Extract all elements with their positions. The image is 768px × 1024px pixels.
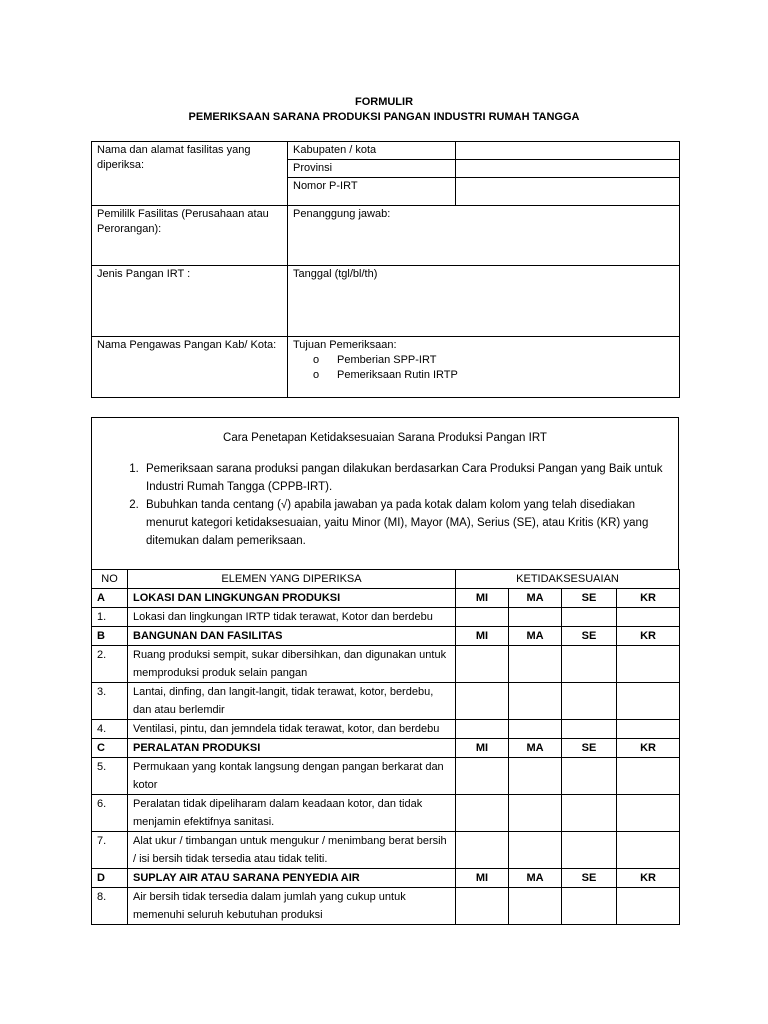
mi-checkbox[interactable] [456,832,509,869]
section-no: B [92,627,128,646]
kr-checkbox[interactable] [617,608,680,627]
ma-checkbox[interactable] [509,832,562,869]
inspection-table [91,569,680,925]
se-header: SE [562,627,617,646]
row-element: Air bersih tidak tersedia dalam jumlah yang cukup untuk memenuhi seluruh kebutuhan produksi [128,888,456,925]
row-element: Peralatan tidak dipeliharam dalam keadaan kotor, dan tidak menjamin efektifnya sanitasi. [128,795,456,832]
ma-checkbox[interactable] [509,888,562,925]
tujuan-option-label: Pemeriksaan Rutin IRTP [337,369,458,381]
kr-header: KR [617,869,680,888]
table-row [92,832,680,869]
section-row-d [92,869,680,888]
section-title: LOKASI DAN LINGKUNGAN PRODUKSI [128,589,456,608]
kr-checkbox[interactable] [617,683,680,720]
table-row [92,758,680,795]
mi-header: MI [456,589,509,608]
ma-checkbox[interactable] [509,646,562,683]
ma-checkbox[interactable] [509,608,562,627]
mi-header: MI [456,627,509,646]
kabupaten-field[interactable] [456,142,680,160]
se-header: SE [562,739,617,758]
section-no: A [92,589,128,608]
se-checkbox[interactable] [562,720,617,739]
se-header: SE [562,869,617,888]
kr-header: KR [617,627,680,646]
row-no: 1. [92,608,128,627]
col-no-header: NO [92,570,128,589]
instruction-item: 1. Pemeriksaan sarana produksi pangan dilakukan berdasarkan Cara Produksi Pangan yang Baik untuk Industri Rumah Tangga (CPPB-IRT). [142,460,672,496]
table-row [92,795,680,832]
ma-checkbox[interactable] [509,795,562,832]
form-title: FORMULIR [354,96,414,108]
mi-header: MI [456,869,509,888]
table-row [92,608,680,627]
se-checkbox[interactable] [562,888,617,925]
section-row-a [92,589,680,608]
section-title: PERALATAN PRODUKSI [128,739,456,758]
row-no: 8. [92,888,128,925]
ma-checkbox[interactable] [509,720,562,739]
table-row [92,888,680,925]
kr-checkbox[interactable] [617,795,680,832]
table-row [92,646,680,683]
row-no: 7. [92,832,128,869]
se-checkbox[interactable] [562,832,617,869]
tujuan-option-spp[interactable] [293,353,674,368]
tujuan-cell [288,337,680,398]
mi-checkbox[interactable] [456,758,509,795]
tanggal-field[interactable]: Tanggal (tgl/bl/th) [288,266,680,337]
section-no: D [92,869,128,888]
mi-checkbox[interactable] [456,720,509,739]
mi-checkbox[interactable] [456,795,509,832]
nomor-label: Nomor P-IRT [288,178,456,206]
table-row [92,720,680,739]
kr-checkbox[interactable] [617,758,680,795]
section-title: BANGUNAN DAN FASILITAS [128,627,456,646]
penanggung-field[interactable]: Penanggung jawab: [288,206,680,266]
kr-checkbox[interactable] [617,888,680,925]
se-checkbox[interactable] [562,758,617,795]
provinsi-label: Provinsi [288,160,456,178]
cara-heading: Cara Penetapan Ketidaksesuaian Sarana Produksi Pangan IRT [223,432,547,444]
ma-header: MA [509,589,562,608]
col-elemen-header: ELEMEN YANG DIPERIKSA [128,570,456,589]
se-checkbox[interactable] [562,683,617,720]
ma-checkbox[interactable] [509,683,562,720]
row-no: 2. [92,646,128,683]
kr-checkbox[interactable] [617,832,680,869]
facility-info-table [91,141,680,398]
row-element: Ruang produksi sempit, sukar dibersihkan, dan digunakan untuk memproduksi produk selain pangan [128,646,456,683]
section-row-c [92,739,680,758]
instruction-item: 2. Bubuhkan tanda centang (√) apabila jawaban ya pada kotak dalam kolom yang telah disediakan menurut kategori ketidaksesuaian, yaitu Minor (MI), Mayor (MA), Serius (SE), atau Kritis (KR) yang ditemukan dalam pemeriksaan. [142,496,672,550]
ma-checkbox[interactable] [509,758,562,795]
kr-checkbox[interactable] [617,646,680,683]
se-checkbox[interactable] [562,646,617,683]
section-no: C [92,739,128,758]
row-element: Lantai, dinfing, dan langit-langit, tidak terawat, kotor, berdebu, dan atau berlemdir [128,683,456,720]
nama-label: Nama dan alamat fasilitas yang diperiksa: [92,142,288,206]
section-title: SUPLAY AIR ATAU SARANA PENYEDIA AIR [128,869,456,888]
mi-header: MI [456,739,509,758]
se-checkbox[interactable] [562,795,617,832]
kr-header: KR [617,589,680,608]
se-checkbox[interactable] [562,608,617,627]
row-element: Permukaan yang kontak langsung dengan pangan berkarat dan kotor [128,758,456,795]
tujuan-option-rutin[interactable] [293,368,674,383]
mi-checkbox[interactable] [456,646,509,683]
pengawas-label: Nama Pengawas Pangan Kab/ Kota: [92,337,288,398]
row-element: Lokasi dan lingkungan IRTP tidak terawat, Kotor dan berdebu [128,608,456,627]
mi-checkbox[interactable] [456,683,509,720]
kr-checkbox[interactable] [617,720,680,739]
table-row [92,683,680,720]
ma-header: MA [509,869,562,888]
mi-checkbox[interactable] [456,608,509,627]
mi-checkbox[interactable] [456,888,509,925]
ma-header: MA [509,627,562,646]
jenis-label: Jenis Pangan IRT : [92,266,288,337]
provinsi-field[interactable] [456,160,680,178]
cara-penetapan-box [91,417,679,570]
kr-header: KR [617,739,680,758]
form-subtitle: PEMERIKSAAN SARANA PRODUKSI PANGAN INDUSTRI RUMAH TANGGA [188,111,580,123]
section-row-b [92,627,680,646]
ma-header: MA [509,739,562,758]
pemilik-label: Pemililk Fasilitas (Perusahaan atau Perorangan): [92,206,288,266]
se-header: SE [562,589,617,608]
circle-bullet-icon: o [313,354,320,366]
circle-bullet-icon: o [313,369,320,381]
row-no: 5. [92,758,128,795]
row-element: Ventilasi, pintu, dan jemndela tidak terawat, kotor, dan berdebu [128,720,456,739]
col-ketidaksesuaian-header: KETIDAKSESUAIAN [456,570,680,589]
nomor-field[interactable] [456,178,680,206]
tujuan-option-label: Pemberian SPP-IRT [337,354,437,366]
row-no: 6. [92,795,128,832]
row-element: Alat ukur / timbangan untuk mengukur / menimbang berat bersih / isi bersih tidak tersedia atau tidak teliti. [128,832,456,869]
row-no: 3. [92,683,128,720]
kabupaten-label: Kabupaten / kota [288,142,456,160]
row-no: 4. [92,720,128,739]
tujuan-label: Tujuan Pemeriksaan: [293,339,397,351]
cara-instructions [120,460,672,550]
